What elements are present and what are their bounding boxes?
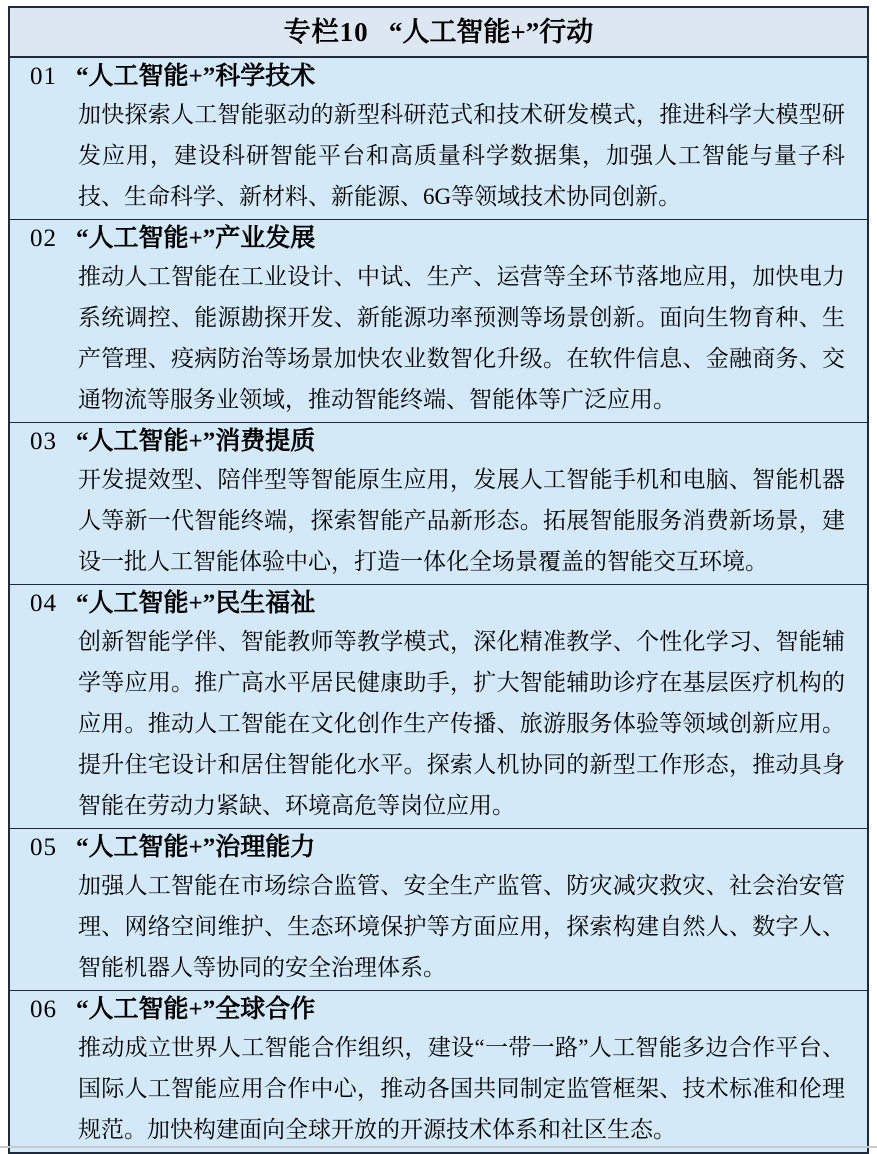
section-title-row [10, 220, 867, 256]
section [10, 829, 867, 991]
section-number: 04 [30, 587, 76, 621]
section-number: 01 [30, 60, 76, 94]
section-title-row [10, 423, 867, 459]
section-number: 02 [30, 222, 76, 256]
section [10, 423, 867, 585]
column-panel [8, 6, 869, 1154]
section [10, 991, 867, 1150]
section-title-row [10, 829, 867, 865]
section-number: 06 [30, 993, 76, 1027]
section-body: 开发提效型、陪伴型等智能原生应用，发展人工智能手机和电脑、智能机器人等新一代智能终端，探索智能产品新形态。拓展智能服务消费新场景，建设一批人工智能体验中心，打造一体化全场景覆盖的智能交互环境。 [78, 459, 845, 582]
section-title-row [10, 585, 867, 621]
panel-header [10, 8, 867, 58]
section-title-row [10, 991, 867, 1027]
section-title-row [10, 58, 867, 94]
section-number: 05 [30, 831, 76, 865]
section-title: “人工智能+”科学技术 [76, 63, 315, 90]
section-body: 推动人工智能在工业设计、中试、生产、运营等全环节落地应用，加快电力系统调控、能源勘探开发、新能源功率预测等场景创新。面向生物育种、生产管理、疫病防治等场景加快农业数智化升级。在软件信息、金融商务、交通物流等服务业领域，推动智能终端、智能体等广泛应用。 [78, 256, 845, 420]
panel-title-main: “人工智能+”行动 [389, 17, 593, 47]
section-title: “人工智能+”全球合作 [76, 996, 315, 1023]
section-title: “人工智能+”治理能力 [76, 834, 315, 861]
section [10, 58, 867, 220]
panel-title-prefix: 专栏10 [284, 17, 369, 47]
section-body: 创新智能学伴、智能教师等教学模式，深化精准教学、个性化学习、智能辅学等应用。推广高水平居民健康助手，扩大智能辅助诊疗在基层医疗机构的应用。推动人工智能在文化创作生产传播、旅游服务体验等领域创新应用。提升住宅设计和居住智能化水平。探索人机协同的新型工作形态，推动具身智能在劳动力紧缺、环境高危等岗位应用。 [78, 621, 845, 826]
section [10, 585, 867, 829]
section-body: 加强人工智能在市场综合监管、安全生产监管、防灾减灾救灾、社会治安管理、网络空间维护、生态环境保护等方面应用，探索构建自然人、数字人、智能机器人等协同的安全治理体系。 [78, 865, 845, 988]
section-body: 加快探索人工智能驱动的新型科研范式和技术研发模式，推进科学大模型研发应用，建设科研智能平台和高质量科学数据集，加强人工智能与量子科技、生命科学、新材料、新能源、6G等领域技术协同创新。 [78, 94, 845, 217]
section-title: “人工智能+”民生福祉 [76, 590, 315, 617]
section-title: “人工智能+”消费提质 [76, 428, 315, 455]
section-body: 推动成立世界人工智能合作组织，建设“一带一路”人工智能多边合作平台、国际人工智能应用合作中心，推动各国共同制定监管框架、技术标准和伦理规范。加快构建面向全球开放的开源技术体系和社区生态。 [78, 1027, 845, 1150]
section-number: 03 [30, 425, 76, 459]
section [10, 220, 867, 423]
section-title: “人工智能+”产业发展 [76, 225, 315, 252]
